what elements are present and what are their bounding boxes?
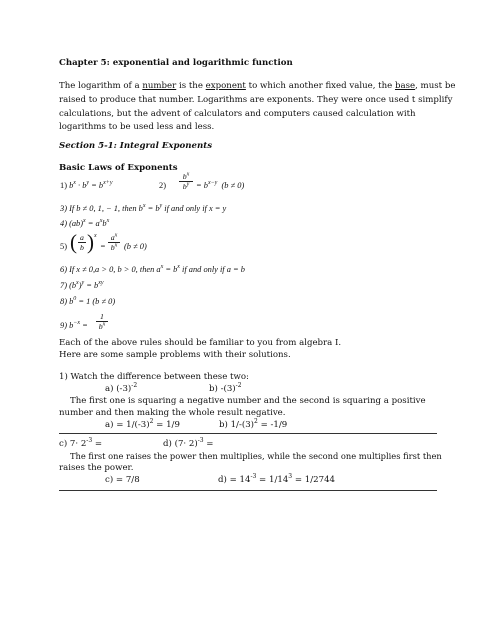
problem-2-explanation-1: The first one raises the power then multiplies, while the second one multiplies first then <box>70 451 442 461</box>
problem-1-explanation-2: number and then making the whole result negative. <box>59 408 286 418</box>
intro-line-4: logarithms to be used less and less. <box>59 122 215 132</box>
law-5-rhs-fraction: $a^x$ $b^x$ <box>108 233 120 252</box>
intro-text-c: to which another fixed value, the <box>245 81 395 91</box>
link-exponent[interactable]: exponent <box>205 81 246 91</box>
intro-text-d: , must be <box>415 81 456 91</box>
section-title: Section 5-1: Integral Exponents <box>59 141 213 151</box>
intro-line-1 <box>59 80 455 92</box>
intro-line-3: calculations, but the advent of calculators and computers caused calculation with <box>59 109 416 119</box>
intro-text-b: is the <box>176 81 206 91</box>
problem-2c: c) $7\cdot 2^{-3}$ = <box>59 437 103 449</box>
law-7: 7) $(b^x)^y = b^{xy}$ <box>60 280 104 290</box>
divider-1 <box>59 433 437 434</box>
problem-1b-answer: b) $1/-(3)^2 = -1/9$ <box>219 418 288 430</box>
problem-1-title: 1) Watch the difference between these two: <box>59 372 249 382</box>
law-2-rhs: = $b^{x-y}$ (b ≠ 0) <box>196 180 245 190</box>
law-5-inner-fraction: a b <box>78 233 86 252</box>
law-5-right-paren: ) <box>87 230 94 254</box>
problem-2c-answer: c) = 7/8 <box>105 475 140 485</box>
problem-1b: b) $-(3)^{-2}$ <box>209 382 242 394</box>
law-2-fraction: $b^x$ $b^y$ <box>179 172 193 191</box>
law-3: 3) If b ≠ 0, 1, − 1, then $b^x = b^y$ if and only if x = y <box>60 203 227 213</box>
law-5-condition: (b ≠ 0) <box>124 242 147 251</box>
law-6: 6) If x ≠ 0,a > 0, b > 0, then $a^x = b^x$ if and only if a = b <box>60 264 245 274</box>
divider-2 <box>59 490 437 491</box>
intro-text-a: The logarithm of a <box>59 81 143 91</box>
chapter-title: Chapter 5: exponential and logarithmic function <box>59 58 293 68</box>
law-5-left-paren: ( <box>70 230 77 254</box>
problem-1-explanation-1: The first one is squaring a negative number and the second is squaring a positive <box>70 396 426 406</box>
problem-2-explanation-2: raises the power. <box>59 463 134 473</box>
problem-1a: a) $(-3)^{-2}$ <box>105 382 138 394</box>
law-1: 1) $b^x \cdot b^y = b^{x+y}$ <box>60 180 113 190</box>
law-9: 9) $b^{-x}$ = <box>60 320 88 330</box>
law-8: 8) $b^0 = 1$ (b ≠ 0) <box>60 296 116 306</box>
law-5-eq: = <box>100 242 106 251</box>
problem-2d-answer: $d) = 14^{-3} = 1/14^3 = 1/2744$ <box>218 473 336 485</box>
law-2-label: 2) <box>159 181 166 190</box>
after-laws-line-1: Each of the above rules should be familiar to you from algebra I. <box>59 338 342 348</box>
law-5-exponent: x <box>94 233 97 239</box>
laws-title: Basic Laws of Exponents <box>59 163 178 173</box>
problem-2d: d) $(7\cdot 2)^{-3}$ = <box>163 437 214 449</box>
link-number[interactable]: number <box>142 81 177 91</box>
law-9-fraction: 1 $b^x$ <box>96 312 108 331</box>
problem-1a-answer: $a) = 1/(-3)^2 = 1/9$ <box>105 418 180 430</box>
law-4: 4) $(ab)^x = a^xb^x$ <box>60 218 110 228</box>
intro-line-2: raised to produce that number. Logarithms are exponents. They were once used t simplify <box>59 95 453 105</box>
link-base[interactable]: base <box>394 81 416 91</box>
after-laws-line-2: Here are some sample problems with their solutions. <box>59 350 291 360</box>
law-5-label: 5) <box>60 242 67 251</box>
